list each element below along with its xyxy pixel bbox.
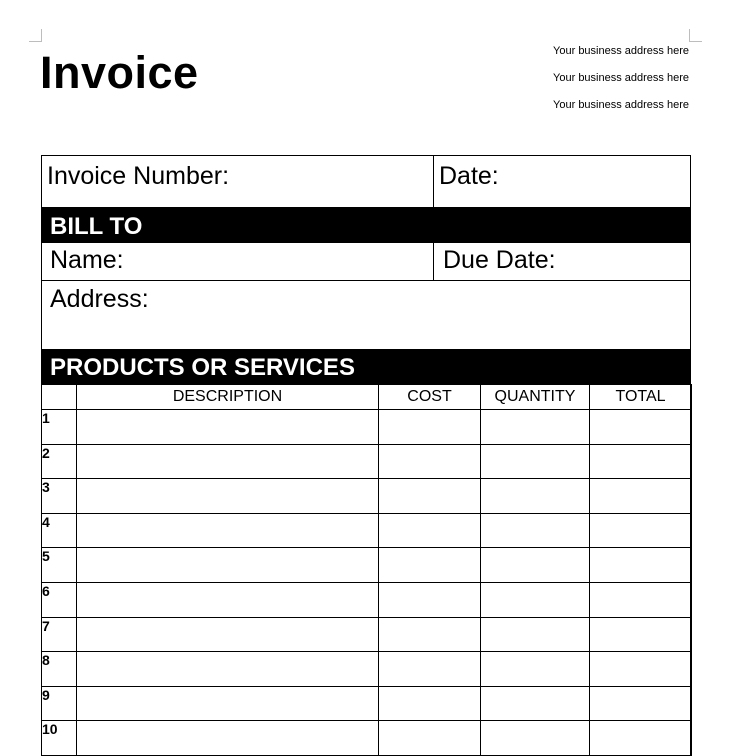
- quantity-cell[interactable]: [481, 444, 590, 479]
- name-row: [42, 243, 690, 281]
- cost-cell[interactable]: [379, 410, 481, 445]
- total-cell[interactable]: [590, 721, 692, 756]
- table-row: [42, 582, 692, 617]
- total-cell[interactable]: [590, 548, 692, 583]
- row-number: 5: [42, 548, 77, 583]
- description-cell[interactable]: [77, 721, 379, 756]
- table-row: [42, 617, 692, 652]
- description-cell[interactable]: [77, 513, 379, 548]
- cost-cell[interactable]: [379, 582, 481, 617]
- total-cell[interactable]: [590, 582, 692, 617]
- cost-cell[interactable]: [379, 479, 481, 514]
- name-field[interactable]: Name:: [42, 243, 434, 280]
- row-number: 3: [42, 479, 77, 514]
- cost-cell[interactable]: [379, 686, 481, 721]
- total-cell[interactable]: [590, 617, 692, 652]
- invoice-form: [41, 155, 691, 755]
- crop-mark-top-left: [29, 29, 42, 42]
- description-cell[interactable]: [77, 582, 379, 617]
- row-number: 1: [42, 410, 77, 445]
- invoice-number-row: [42, 156, 690, 208]
- total-cell[interactable]: [590, 686, 692, 721]
- cost-cell[interactable]: [379, 617, 481, 652]
- cost-cell[interactable]: [379, 444, 481, 479]
- description-cell[interactable]: [77, 479, 379, 514]
- products-heading: PRODUCTS OR SERVICES: [42, 349, 690, 384]
- row-number: 2: [42, 444, 77, 479]
- quantity-cell[interactable]: [481, 513, 590, 548]
- business-address-line-1[interactable]: Your business address here: [553, 45, 689, 57]
- row-number: 4: [42, 513, 77, 548]
- table-row: [42, 548, 692, 583]
- invoice-title: Invoice: [40, 47, 199, 98]
- date-field[interactable]: Date:: [439, 162, 499, 190]
- cost-cell[interactable]: [379, 513, 481, 548]
- quantity-cell[interactable]: [481, 721, 590, 756]
- total-cell[interactable]: [590, 652, 692, 687]
- table-row: [42, 479, 692, 514]
- quantity-cell[interactable]: [481, 548, 590, 583]
- description-cell[interactable]: [77, 686, 379, 721]
- column-header-number: [42, 385, 77, 410]
- address-field[interactable]: Address:: [50, 285, 149, 313]
- quantity-cell[interactable]: [481, 686, 590, 721]
- table-row: [42, 652, 692, 687]
- cost-cell[interactable]: [379, 548, 481, 583]
- row-number: 6: [42, 582, 77, 617]
- products-table-body: [42, 410, 692, 756]
- total-cell[interactable]: [590, 513, 692, 548]
- cost-cell[interactable]: [379, 652, 481, 687]
- description-cell[interactable]: [77, 444, 379, 479]
- column-header-cost: COST: [379, 385, 481, 410]
- quantity-cell[interactable]: [481, 652, 590, 687]
- products-table: [41, 384, 692, 756]
- cost-cell[interactable]: [379, 721, 481, 756]
- table-row: [42, 410, 692, 445]
- table-header-row: [42, 385, 692, 410]
- table-row: [42, 686, 692, 721]
- address-row: [42, 281, 690, 349]
- description-cell[interactable]: [77, 617, 379, 652]
- table-row: [42, 513, 692, 548]
- invoice-number-field[interactable]: Invoice Number:: [42, 156, 434, 207]
- column-header-description: DESCRIPTION: [77, 385, 379, 410]
- total-cell[interactable]: [590, 479, 692, 514]
- bill-to-heading: BILL TO: [42, 208, 690, 243]
- crop-mark-top-right: [689, 29, 702, 42]
- description-cell[interactable]: [77, 652, 379, 687]
- business-address-block: [553, 44, 689, 125]
- table-row: [42, 721, 692, 756]
- quantity-cell[interactable]: [481, 582, 590, 617]
- quantity-cell[interactable]: [481, 479, 590, 514]
- business-address-line-2[interactable]: Your business address here: [553, 72, 689, 84]
- quantity-cell[interactable]: [481, 617, 590, 652]
- description-cell[interactable]: [77, 548, 379, 583]
- row-number: 7: [42, 617, 77, 652]
- row-number: 10: [42, 721, 77, 756]
- business-address-line-3[interactable]: Your business address here: [553, 99, 689, 111]
- due-date-field[interactable]: Due Date:: [443, 246, 556, 274]
- total-cell[interactable]: [590, 410, 692, 445]
- total-cell[interactable]: [590, 444, 692, 479]
- quantity-cell[interactable]: [481, 410, 590, 445]
- row-number: 8: [42, 652, 77, 687]
- description-cell[interactable]: [77, 410, 379, 445]
- table-row: [42, 444, 692, 479]
- column-header-quantity: QUANTITY: [481, 385, 590, 410]
- row-number: 9: [42, 686, 77, 721]
- column-header-total: TOTAL: [590, 385, 692, 410]
